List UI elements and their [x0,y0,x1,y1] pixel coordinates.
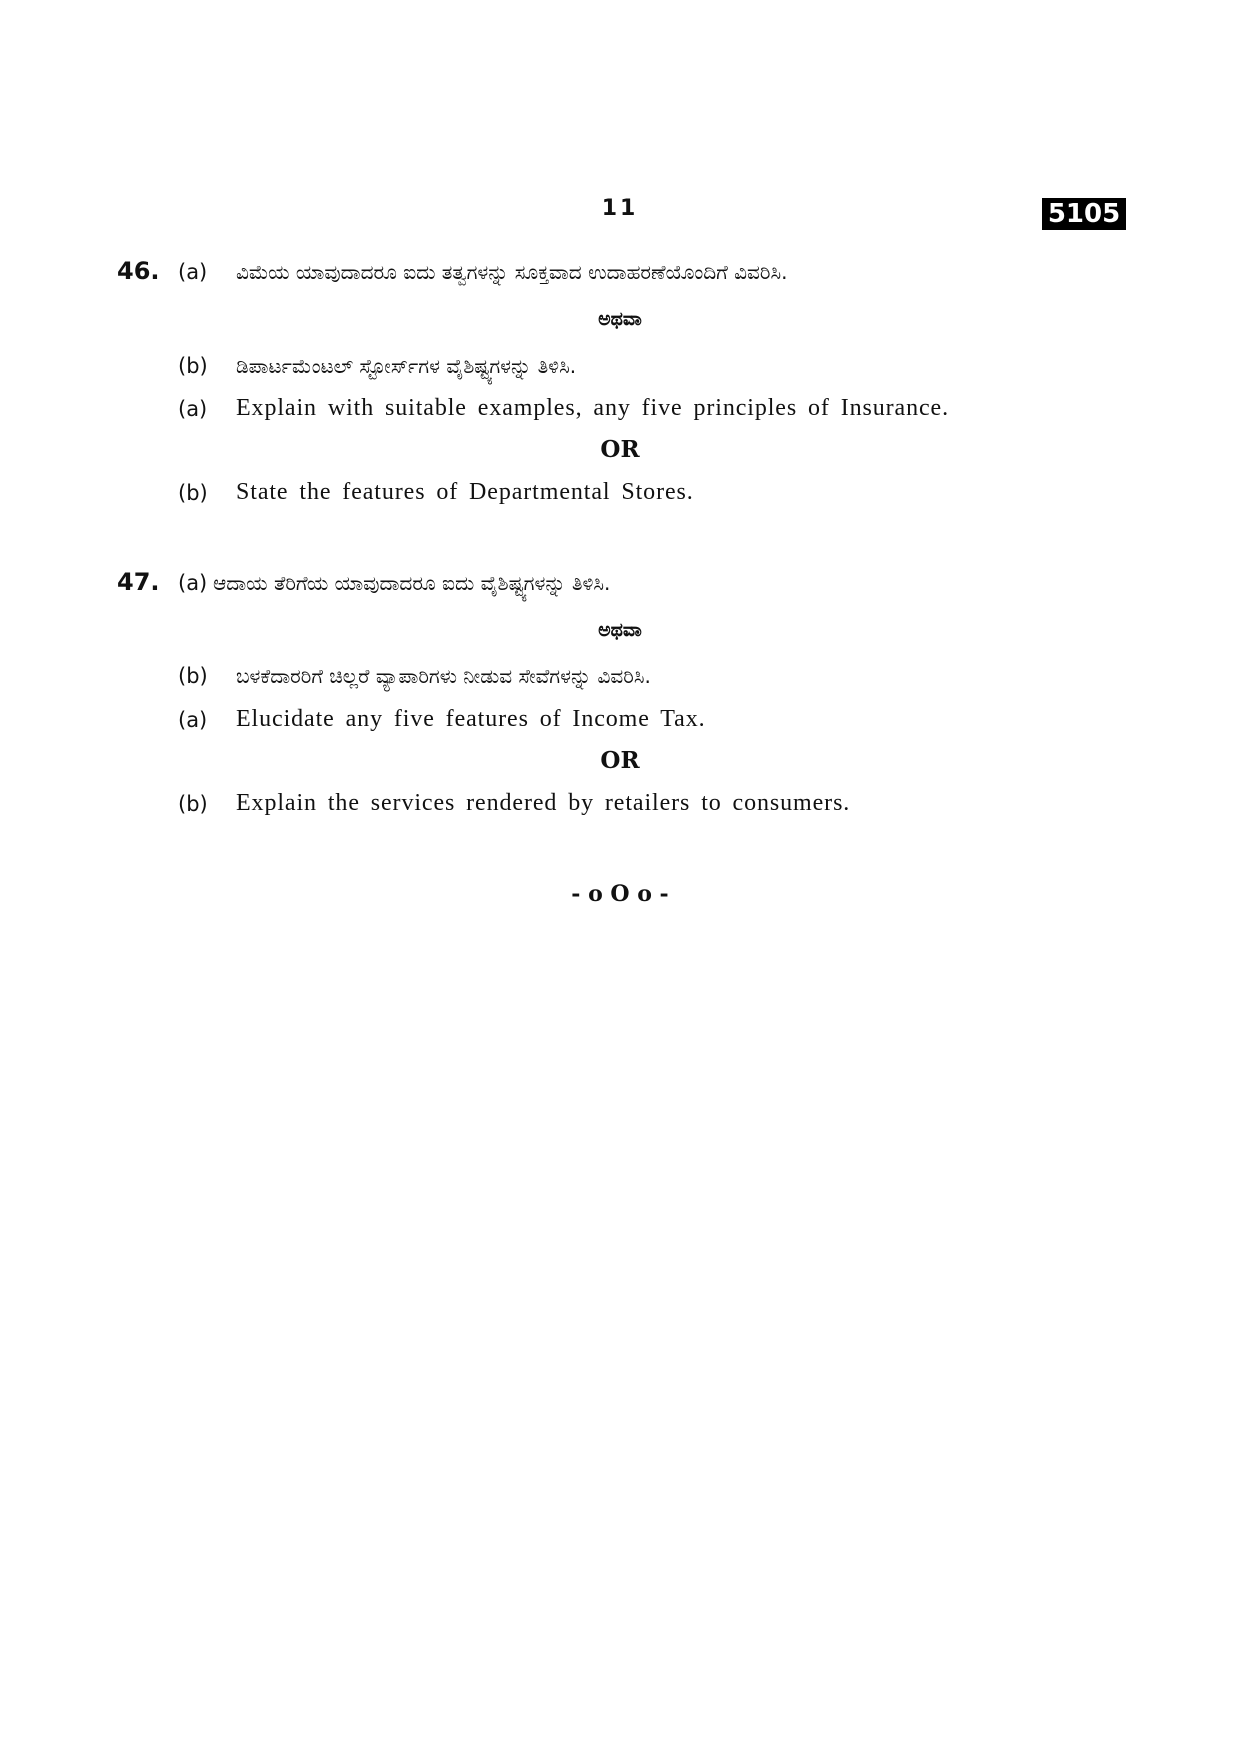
question-number: 46. [117,257,160,285]
question-text-english-b: State the features of Departmental Stores. [236,479,694,505]
question-text-english-a: Explain with suitable examples, any five principles of Insurance. [236,395,949,421]
paper-code-badge: 5105 [1042,198,1126,230]
or-separator-kannada: ಅಥವಾ [598,308,642,330]
option-label: (b) [178,664,208,688]
option-label: (a) [178,397,208,421]
question-text-kannada-a: ವಿಮೆಯ ಯಾವುದಾದರೂ ಐದು ತತ್ವಗಳನ್ನು ಸೂಕ್ತವಾದ ಉದಾಹರಣೆಯೊಂದಿಗೆ ವಿವರಿಸಿ. [236,260,788,284]
question-number: 47. [117,568,160,596]
option-label: (a) [178,260,208,284]
option-label: (b) [178,354,208,378]
option-label: (a) [178,571,208,595]
end-of-paper-mark: - o O o - [571,881,669,907]
option-label: (a) [178,708,208,732]
page-number: 11 [601,196,639,221]
or-separator-english: OR [600,747,640,774]
question-text-english-a: Elucidate any five features of Income Tax. [236,706,706,732]
question-text-kannada-b: ಡಿಪಾರ್ಟಮೆಂಟಲ್ ಸ್ಟೋರ್ಸ್‌ಗಳ ವೈಶಿಷ್ಟ್ಯಗಳನ್ನು ತಿಳಿಸಿ. [236,354,577,378]
question-text-kannada-a: ಆದಾಯ ತೆರಿಗೆಯ ಯಾವುದಾದರೂ ಐದು ವೈಶಿಷ್ಟ್ಯಗಳನ್ನು ತಿಳಿಸಿ. [213,571,611,595]
question-text-kannada-b: ಬಳಕೆದಾರರಿಗೆ ಚಿಲ್ಲರೆ ವ್ಯಾಪಾರಿಗಳು ನೀಡುವ ಸೇವೆಗಳನ್ನು ವಿವರಿಸಿ. [236,664,651,688]
question-text-english-b: Explain the services rendered by retailers to consumers. [236,790,851,816]
or-separator-english: OR [600,436,640,463]
option-label: (b) [178,481,208,505]
or-separator-kannada: ಅಥವಾ [598,619,642,641]
option-label: (b) [178,792,208,816]
